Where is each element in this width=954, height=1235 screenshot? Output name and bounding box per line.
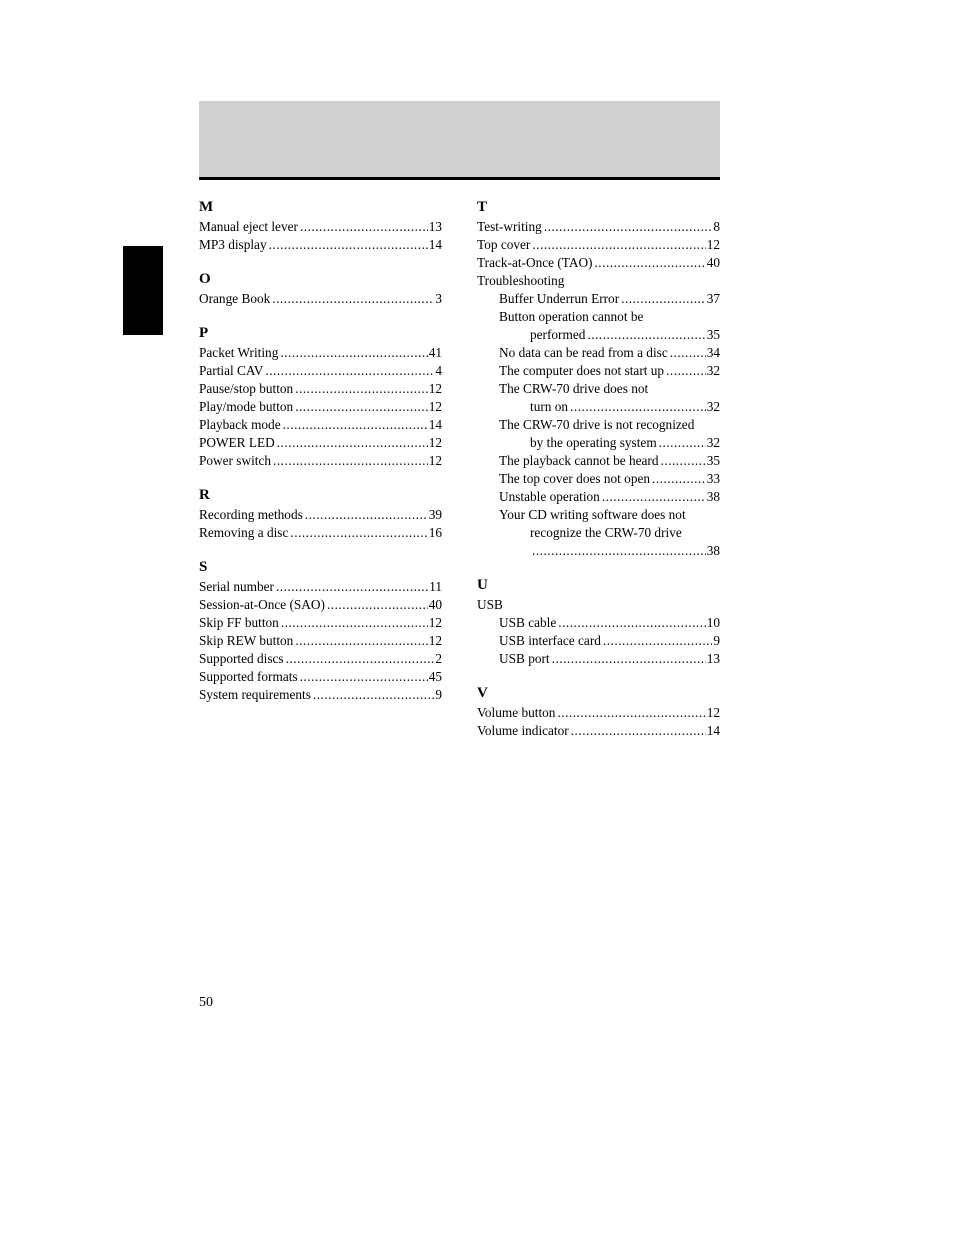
index-section-p — [199, 322, 442, 470]
index-section-v — [477, 682, 720, 740]
index-subentry: The playback cannot be heard ..... 35 — [477, 452, 720, 470]
index-entry: Play/mode button ..... 12 — [199, 398, 442, 416]
index-subentry: turn on ..... 32 — [477, 398, 720, 416]
index-subentry: The computer does not start up ..... 32 — [477, 362, 720, 380]
index-subentry-line: Button operation cannot be — [499, 309, 644, 324]
index-entry: Recording methods ..... 39 — [199, 506, 442, 524]
side-tab-marker — [123, 246, 163, 335]
index-entry: Packet Writing ..... 41 — [199, 344, 442, 362]
index-entry: Power switch ..... 12 — [199, 452, 442, 470]
index-entry: POWER LED ..... 12 — [199, 434, 442, 452]
index-column-left — [199, 196, 442, 718]
section-letter: T — [477, 199, 488, 215]
section-letter: U — [477, 577, 488, 593]
index-entry: Supported discs ..... 2 — [199, 650, 442, 668]
header-band — [199, 101, 720, 180]
index-entry: Removing a disc ..... 16 — [199, 524, 442, 542]
index-section-u — [477, 574, 720, 668]
index-entry: Orange Book ..... 3 — [199, 290, 442, 308]
index-entry: Test-writing ..... 8 — [477, 218, 720, 236]
index-entry: Skip FF button ..... 12 — [199, 614, 442, 632]
section-letter: P — [199, 325, 209, 341]
index-subentry-line: Your CD writing software does not — [499, 507, 686, 522]
index-entry: Serial number ..... 11 — [199, 578, 442, 596]
index-subentry: USB port ..... 13 — [477, 650, 720, 668]
index-entry: Session-at-Once (SAO) ..... 40 — [199, 596, 442, 614]
index-subentry: The top cover does not open ..... 33 — [477, 470, 720, 488]
index-section-s — [199, 556, 442, 704]
index-subentry: No data can be read from a disc ..... 34 — [477, 344, 720, 362]
index-column-right — [477, 196, 720, 754]
index-entry: MP3 display ..... 14 — [199, 236, 442, 254]
index-entry: Skip REW button ..... 12 — [199, 632, 442, 650]
index-entry: Volume indicator ..... 14 — [477, 722, 720, 740]
page-number: 50 — [199, 995, 213, 1010]
section-letter: M — [199, 199, 214, 215]
index-entry: Supported formats ..... 45 — [199, 668, 442, 686]
index-heading-usb: USB — [477, 597, 503, 612]
index-section-r — [199, 484, 442, 542]
index-section-o — [199, 268, 442, 308]
section-letter: V — [477, 685, 488, 701]
index-subentry: Unstable operation ..... 38 — [477, 488, 720, 506]
index-entry: Track-at-Once (TAO) ..... 40 — [477, 254, 720, 272]
index-subentry-line: The CRW-70 drive is not recognized — [499, 417, 695, 432]
index-entry: Partial CAV ..... 4 — [199, 362, 442, 380]
index-subentry: USB interface card ..... 9 — [477, 632, 720, 650]
index-subentry-line: The CRW-70 drive does not — [499, 381, 649, 396]
index-entry: Volume button ..... 12 — [477, 704, 720, 722]
index-subentry: USB cable ..... 10 — [477, 614, 720, 632]
index-subentry-line: recognize the CRW-70 drive — [530, 525, 682, 540]
index-entry: Playback mode ..... 14 — [199, 416, 442, 434]
index-heading-troubleshooting: Troubleshooting — [477, 273, 565, 288]
index-entry: Pause/stop button ..... 12 — [199, 380, 442, 398]
index-subentry: by the operating system ..... 32 — [477, 434, 720, 452]
index-subentry: Buffer Underrun Error ..... 37 — [477, 290, 720, 308]
index-entry: Manual eject lever ..... 13 — [199, 218, 442, 236]
index-subentry: ..... 38 — [477, 542, 720, 560]
index-section-t — [477, 196, 720, 560]
index-entry: System requirements ..... 9 — [199, 686, 442, 704]
section-letter: O — [199, 271, 211, 287]
section-letter: R — [199, 487, 210, 503]
section-letter: S — [199, 559, 208, 575]
index-section-m — [199, 196, 442, 254]
index-subentry: performed ..... 35 — [477, 326, 720, 344]
index-entry: Top cover ..... 12 — [477, 236, 720, 254]
